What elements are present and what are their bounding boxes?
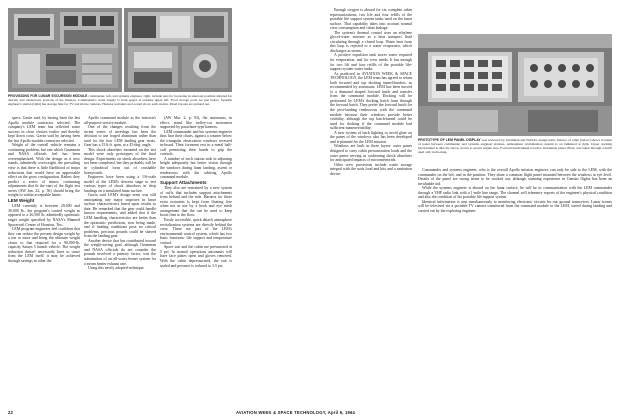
caption-prototype-panel: [418, 138, 612, 154]
paragraph: Easily accessible, quick detach atmosphere revitalization systems are directly behind the crew. These are part of the LEM's environmental control system, which has two basic functions: life support and temperature control.: [160, 218, 232, 245]
paragraph: One of the changes resulting from the recent series of meetings has been the decision to use forged aluminum rather than steel for the four LEM landing gear struts. Gear has a 15.6-ft. span, at a 45-deg. angle.: [84, 125, 156, 148]
paragraph: Engineers have been using a 1/6-scale model of the LEM's descent stage to test various types of shock absorbers in drop landings on a simulated lunar surface.: [84, 175, 156, 193]
paragraph: specs. Gavin said, by having been the last Apollo module contractor selected. The company's LEM team has reflected some success in close choices earlier and thereby kept down costs. Gavin said by having been the last Apollo module contractor selected.: [8, 116, 80, 143]
caption-lunar-excursion-module: [8, 94, 232, 106]
caption-left-body: commander, left, and systems engineer, right, include nets for foresome in stand-up position adopted for descent and rendezvous portions of the mission. Commander's water supply is from spigot at extreme upper left. Food storage ports are just below. Systems engineer's station (right) has storage bins for TV and movie cameras. Harness restraints are located above each station. Panel layouts are pointed out.: [8, 94, 233, 107]
text-column-4: [330, 8, 412, 176]
paragraph: Enough oxygen is aboard for six complete cabin repressurizations, two life and four refills of the portable life support system tanks used on the lunar surface. That capability takes into account normal crew consumption and cabin leakage.: [330, 8, 412, 31]
paragraph: Windows are built in three layers: outer panes designed to carry cabin pressurization loads and the outer panes serving as cushioning shock absorbers for anticipated impacts of micrometeorids.: [330, 144, 412, 163]
page-number: 22: [8, 410, 14, 415]
caption-right-heading: PROTOTYPE OF LEM PANEL DISPLAY: [418, 138, 481, 142]
section-heading: LEM Weight: [8, 198, 35, 204]
photo-lem-panel-display: [418, 34, 612, 136]
paragraph: A positive expulsion tank stores water required for evaporation, and for crew needs. It has enough for two lift and four refills of the portable life-support system water tanks.: [330, 53, 412, 72]
photo-lem-cockpit-left: [8, 8, 122, 92]
section-heading: Support Attachments: [160, 180, 207, 186]
paragraph: (AW Mar. 2, p. 93), the astronauts, in effect, stand like trolley-car motormen supported by parachute-type harness.: [160, 116, 232, 130]
caption-left-heading: PROVISIONS FOR LUNAR EXCURSION MODULE: [8, 94, 88, 98]
text-column-2: [84, 116, 156, 271]
paragraph: The system's thermal control uses an ethylene glycol-water mixture as a heat transport fluid circulating through a closed loop. Waste heat from this loop is rejected to a water evaporator, which discharges as steam.: [330, 30, 412, 53]
paragraph: A new system of back lighting to avoid glare on the panes of the windows also has been developed and is planned for the LEM mission.: [330, 130, 412, 144]
paragraph: Another device that has contributed toward the weight-saving goal, although Grumman and NASA officials do not consider the pounds involved a primary factor, was the substitution of an all-water heater system for a steam heater exhaust rate.: [84, 238, 156, 266]
text-column-3: [160, 116, 232, 268]
paragraph: Gavin said LEM's design team was still anticipating any major surprises in lunar surface characteristics based upon results to date. He remarked that the gear could handle known requirements, and added that if the LEM handling characteristics are better than the optimistic predictions, now being made, and if landing conditions pose no critical problems, precious pounds could be shaved from the landing gear.: [84, 193, 156, 239]
paragraph: This shock absorbers mounted on the test model were only prototypes of the final design. Experiments on shock absorbers have not been completed, but they probably will be in cylindrical form out of crushable honeycomb.: [84, 147, 156, 175]
paragraph: Apollo command module as the mission's all-purpose service module.: [84, 116, 156, 125]
paragraph: Using this newly adopted technique: [88, 266, 144, 271]
caption-right-body: was reviewed by Grumman and NASA's design team. Interior of cabin (below) shows location of panel between commander and systems engineer stations. Atmosphere revitalization system is on bulkhead at right. Upper docking hatch/tunnel is directly above, access to ascent engine area. Forward hatch/tunnel is below instrument panel. Photo was taken through a hatch used only in mockup.: [418, 138, 612, 155]
paragraph: LEM currently is between 29,000 and 30,000 lb., the program's control weight as opposed to a 26,500 lb. admittedly optimistic target weight specified by NASA's Manned Spacecraft Center of Houston, Tex.: [8, 204, 80, 227]
paragraph: While the systems engineer is aboard on the lunar surface, he will be in communication with the LEM commander through a VHF radio link with a 1-mile line range. The channel will telemetry reports of the engineer's physical condition and also the condition of his portable life support system.: [418, 186, 612, 200]
publication-footer: AVIATION WEEK & SPACE TECHNOLOGY, April 6, 1964: [236, 410, 356, 415]
paragraph: Space suit and the cabin are pressurized at 5 psi. In normal operations astronauts will have face plates open and gloves removed. With the cabin depressurized, the suit is sealed and pressure is reduced to 3.5 psi.: [160, 245, 232, 268]
paragraph: They also are restrained by a new system of cuffs that includes support attachments from behind and the side. Harness for these extra restraints is kept from floating free when not in use by a hook and eye mesh arrangement that the can be used to keep boots firm to the floor.: [160, 186, 232, 218]
text-column-5: [418, 168, 612, 213]
paragraph: LEM program engineers feel confident that they can reduce the present design weight by a ton or more and bring the ultimate weight closer to that required for a 90,000-lb. capacity Saturn 5 launch vehicle. The weight reduction doesn't necessarily have to come from the LEM itself; it may be achieved through savings in other the: [8, 227, 80, 263]
cockpit-left-image: [8, 8, 122, 92]
paragraph: Identical information is sent simultaneously to monitoring electronic circuits for our ground transceiver. Lunar scenes will be televised via a portable TV camera transferred from the command module to the LEM, stored during landing and carried out by the exploring engineer.: [418, 199, 612, 213]
paragraph: A number of each station aids in adjusting height adequately but better vision through the windows during lunar landing, ascent or rendezvous with the orbiting Apollo command module.: [160, 156, 232, 180]
panel-display-image: [418, 34, 612, 136]
paragraph: Other crew provisions include waste storage integral with the suits food and kits and a sanitation device.: [330, 162, 412, 176]
paragraph: As predicted in AVIATION WEEK & SPACE TECHNOLOGY, the LEM team has agreed to retain both forward and top docking tunnel/hatches, as recommended by astronauts. LEM has been moved to a diamond shaped forward hatch and transfer from the command module. Docking will be performed by LEM's docking hatch from through the forward hatch. They prefer the forward hatch for the post-landing rendezvous with the command module because their windows provide better visibility, although the top hatch/tunnel could be used for docking if the command module had sufficient maneuverability.: [330, 71, 412, 131]
paragraph: Weight of the overall vehicle remains a continuing problem, but one which Grumman and NASA officials feel has been overemphasized. With the design as it now stands, admittedly overweight, the prevailing view is that there is little likelihood of major reductions that would have an appreciable effect on the gross configuration. Rather, they predict a series of minor, continuing adjustments that fit the start of the flight test series (AW Jan. 22, p. 56) should bring the weight to within acceptable limits.: [8, 143, 80, 198]
photo-lem-cockpit-right: [124, 8, 232, 92]
text-column-1: [8, 116, 80, 264]
paragraph: Commander and systems engineer, who is the overall Apollo mission engineer, can only be side to the LEM, with the commander on the left, and in the position. They share a common flight panel mounted between the windows at eye level. Details of the panel are strong items to be worked out, although stunning experience in Gemini flights has been an invaluable aid.: [418, 168, 612, 186]
cockpit-right-image: [124, 8, 232, 92]
paragraph: LEM commander and his systems engineer thus face their chairs, against a counter below the triangular observation windows recessed in-board. Their forearms rest in a metal half-cuff permitting their hands to grip the controls.: [160, 129, 232, 157]
